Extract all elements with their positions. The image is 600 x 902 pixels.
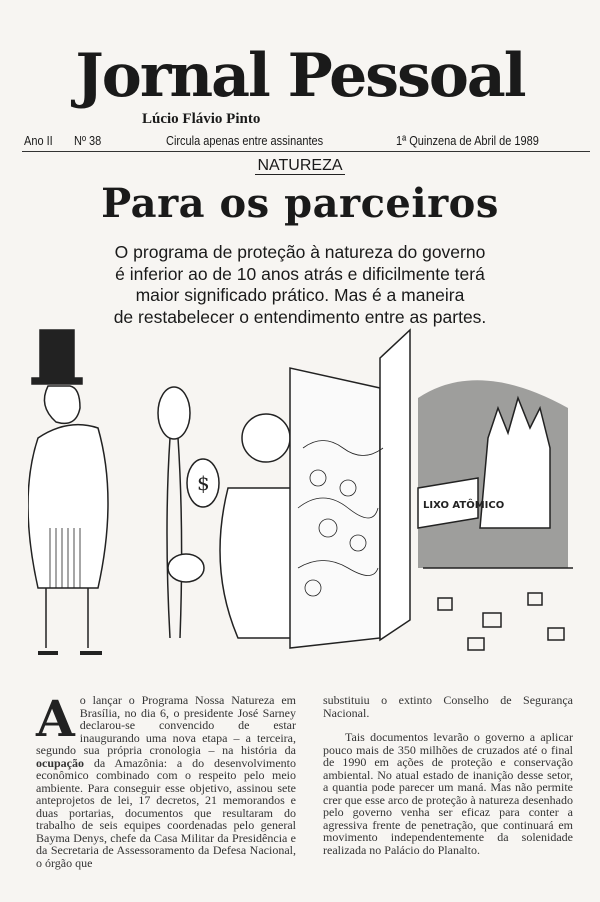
tree-stumps (438, 593, 564, 650)
burning-forest (418, 380, 573, 568)
body-paragraph: substituiu o extinto Conselho de Segurança Nacional. (323, 693, 573, 720)
year-label: Ano II (24, 134, 53, 148)
deck (0, 242, 600, 328)
dollar-sign: $ (197, 471, 210, 495)
issue-number: Nº 38 (74, 134, 102, 148)
body-text: da Amazônia: a do desenvolvimento econômico combinado com o respeito pelo meio ambiente. Para conseguir esse objetivo, assinou sete anteprojetos de lei, 17 decretos, 21 memorandos e duas portarias, documentos que resultaram do trabalho de seis equipes coordenadas pelo general Bayma Denys, chefe da Casa Militar da Presidência e da Secretaria de Assessoramento da Defesa Nacional, o órgão que (36, 755, 296, 870)
masthead-title: Jornal Pessoal (75, 41, 525, 111)
drop-cap: A (36, 689, 75, 748)
top-hat-figure (28, 330, 108, 653)
deck-line: O programa de proteção à natureza do governo (114, 242, 486, 262)
body-text: o lançar o Programa Nossa Natureza em Brasília, no dia 6, o presidente José Sarney declarou-se convencido de estar inaugurando uma nova etapa – a terceira, segundo sua própria cronologia – na história da (36, 693, 296, 757)
folding-screen (290, 330, 410, 648)
headline: Para os parceiros (101, 180, 499, 227)
section-label (0, 157, 600, 175)
deck-line: maior significado prático. Mas é a maneira (135, 285, 465, 305)
article-column-1 (36, 689, 296, 870)
body-paragraph: Tais documentos levarão o governo a aplicar pouco mais de 350 milhões de cruzados até o final de 1990 em ações de proteção e conservação ambiental. No atual estado de inanição desse setor, a quantia pode parecer um maná. Mas não permite crer que esse arco de proteção à natureza desenhado pelo governo venha ser eficaz para conter a agressiva frente de penetração, que continuará em movimento independentemente da solenidade realizada no Palácio do Planalto. (323, 730, 573, 857)
deck-line: de restabelecer o entendimento entre as partes. (113, 306, 487, 327)
body-bold: ocupação (36, 755, 84, 770)
masthead-rule (22, 151, 590, 152)
issue-date: 1ª Quinzena de Abril de 1989 (396, 134, 539, 148)
money-bag-figure (168, 414, 307, 638)
article-column-2 (323, 694, 573, 856)
section-text: NATUREZA (257, 157, 343, 174)
deck-line: é inferior ao de 10 anos atrás e dificilmente terá (115, 263, 485, 284)
circulation-note: Circula apenas entre assinantes (166, 134, 324, 148)
masthead-author: Lúcio Flávio Pinto (142, 111, 261, 127)
sign-text: LIXO ATÔMICO (423, 500, 505, 511)
tree (158, 387, 190, 638)
cartoon-illustration (28, 328, 584, 668)
